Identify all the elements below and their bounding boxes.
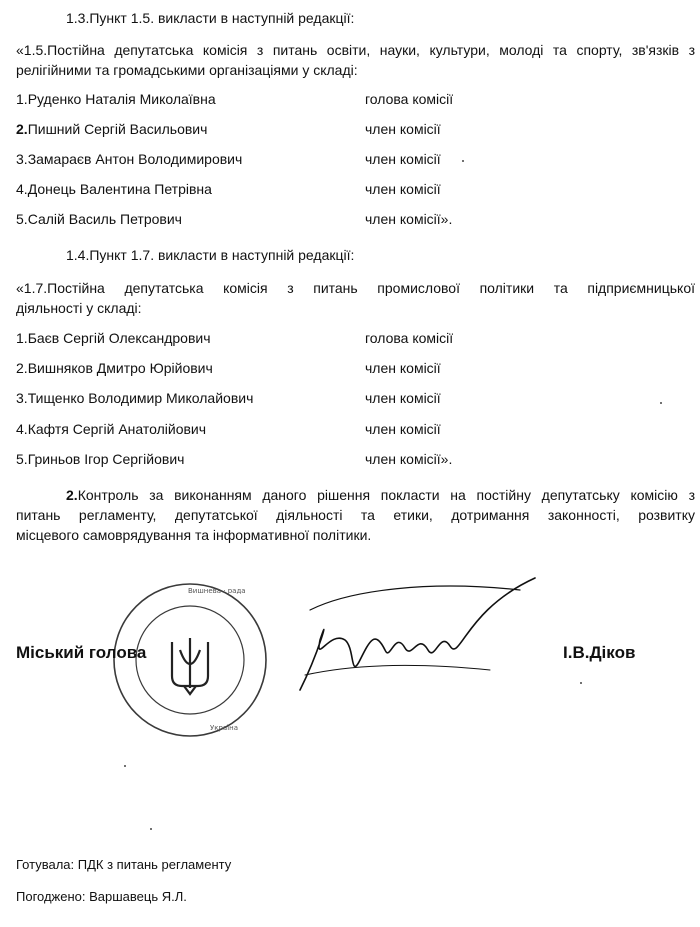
- member-name: 2.Вишняков Дмитро Юрійович: [16, 360, 213, 376]
- control-clause: [16, 485, 695, 545]
- member-name: 5.Гриньов Ігор Сергійович: [16, 451, 185, 467]
- signature-title: Міський голова: [16, 643, 147, 662]
- trident-emblem-icon: [172, 638, 208, 694]
- prepared-by: Готувала: ПДК з питань регламенту: [16, 857, 232, 872]
- intro-line: «1.7.Постійна депутатська комісія з питань промислової політики та підприємницької: [16, 280, 695, 296]
- member-role: голова комісії: [365, 330, 454, 346]
- scan-speck: [462, 160, 464, 162]
- clause-line: питань регламенту, депутатської діяльності та етики, дотримання законності, розвитку: [16, 507, 695, 523]
- member-role: член комісії: [365, 151, 441, 167]
- member-name: 2.Пишний Сергій Васильович: [16, 121, 208, 137]
- member-role: член комісії: [365, 390, 441, 406]
- member-role: член комісії: [365, 360, 441, 376]
- member-name: 1.Баєв Сергій Олександрович: [16, 330, 211, 346]
- member-name: 5.Салій Василь Петрович: [16, 211, 182, 227]
- clause-line: місцевого самоврядування та інформативної політики.: [16, 527, 372, 543]
- scan-speck: [660, 402, 662, 404]
- agreed-by: Погоджено: Варшавець Я.Л.: [16, 889, 187, 904]
- member-name: 4.Донець Валентина Петрівна: [16, 181, 212, 197]
- member-name: 3.Тищенко Володимир Миколайович: [16, 390, 254, 406]
- section-1-3-heading: 1.3.Пункт 1.5. викласти в наступній редакції:: [66, 10, 355, 26]
- clause-line: 2.Контроль за виконанням даного рішення покласти на постійну депутатську комісію з: [66, 487, 695, 503]
- member-role: член комісії».: [365, 211, 453, 227]
- member-name: 4.Кафтя Сергій Анатолійович: [16, 421, 207, 437]
- scan-speck: [150, 828, 152, 830]
- member-role: член комісії».: [365, 451, 453, 467]
- member-name: 3.Замараєв Антон Володимирович: [16, 151, 243, 167]
- signature-name: І.В.Діков: [563, 643, 636, 662]
- member-role: член комісії: [365, 181, 441, 197]
- section-1-3-intro: [16, 40, 695, 80]
- member-role: голова комісії: [365, 91, 454, 107]
- member-name: 1.Руденко Наталія Миколаївна: [16, 91, 216, 107]
- svg-text:Україна: Україна: [210, 724, 239, 732]
- intro-line: релігійними та громадськими організаціями у складі:: [16, 62, 358, 78]
- svg-text:Вишнева · рада: Вишнева · рада: [188, 587, 246, 595]
- intro-line: «1.5.Постійна депутатська комісія з питань освіти, науки, культури, молоді та спорту, зв'язків з: [16, 42, 695, 58]
- scan-speck: [124, 765, 126, 767]
- scan-speck: [580, 682, 582, 684]
- member-role: член комісії: [365, 421, 441, 437]
- section-1-4-intro: [16, 278, 695, 318]
- intro-line: діяльності у складі:: [16, 300, 142, 316]
- section-1-4-heading: 1.4.Пункт 1.7. викласти в наступній редакції:: [66, 247, 355, 263]
- member-role: член комісії: [365, 121, 441, 137]
- handwritten-signature: [290, 570, 540, 700]
